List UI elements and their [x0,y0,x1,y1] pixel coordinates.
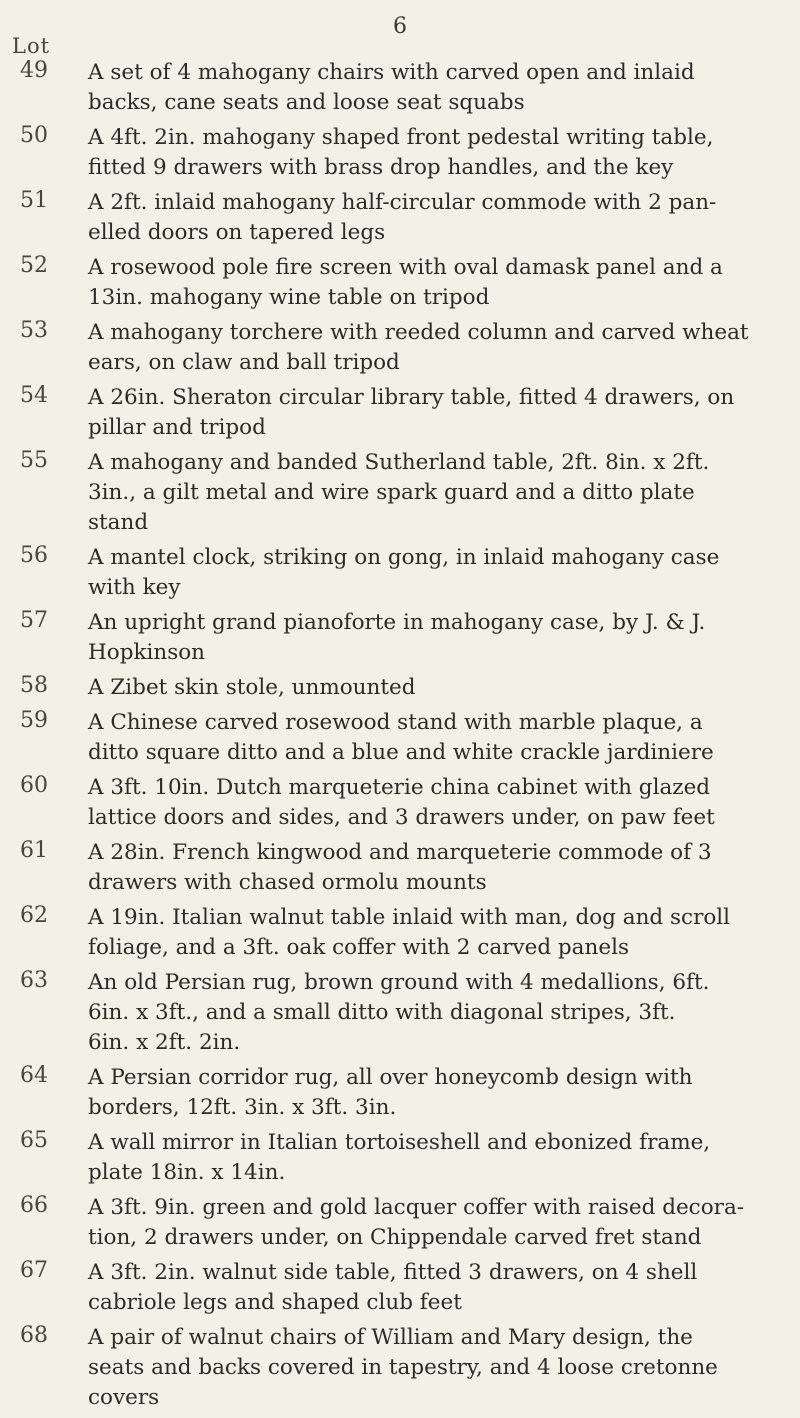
lot-description-line: An upright grand pianoforte in mahogany case, by J. & J. [88,610,706,635]
lot-description-line: lattice doors and sides, and 3 drawers under, on paw feet [88,805,715,830]
lot-description [88,1258,698,1318]
lot-number: 54 [20,383,48,408]
lot-description-line: A pair of walnut chairs of William and Mary design, the [88,1325,693,1350]
lot-description [88,1063,693,1123]
lot-description [88,188,717,248]
lot-entry [0,58,800,118]
lot-entry [0,838,800,898]
lot-description [88,673,653,703]
lot-number: 63 [20,968,48,993]
lot-description-line: An old Persian rug, brown ground with 4 medallions, 6ft. [88,970,710,995]
lot-description-line: 13in. mahogany wine table on tripod [88,285,490,310]
lot-description-line: stand [88,510,149,535]
lot-number: 61 [20,838,48,863]
lot-description [88,543,720,603]
lot-number: 67 [20,1258,48,1283]
lot-entry [0,773,800,833]
page-number: 6 [393,14,407,39]
lot-description-line: A Persian corridor rug, all over honeycomb design with [88,1065,693,1090]
lot-description-line: with key [88,575,181,600]
lot-description-line: A Zibet skin stole, unmounted [88,675,416,700]
lot-description-line: 6in. x 3ft., and a small ditto with diagonal stripes, 3ft. [88,1000,676,1025]
lot-entry [0,608,800,668]
lot-entry [0,1063,800,1123]
lot-number: 58 [20,673,48,698]
lot-entry [0,708,800,768]
lot-number: 60 [20,773,48,798]
lot-number: 51 [20,188,48,213]
lot-description-line: covers [88,1385,160,1410]
lot-number: 50 [20,123,48,148]
lot-description-line: ditto square ditto and a blue and white crackle jardiniere [88,740,714,765]
lot-number: 68 [20,1323,48,1348]
lot-description-line: foliage, and a 3ft. oak coffer with 2 carved panels [88,935,629,960]
lot-entry [0,1258,800,1318]
lot-entry [0,448,800,538]
lot-description [88,123,714,183]
lot-description-line: A 4ft. 2in. mahogany shaped front pedestal writing table, [88,125,714,150]
lot-entry [0,903,800,963]
lot-description [88,318,749,378]
lot-description-line: A wall mirror in Italian tortoiseshell and ebonized frame, [88,1130,711,1155]
lot-description-line: A 2ft. inlaid mahogany half-circular commode with 2 pan- [88,190,717,215]
lot-description [88,1193,745,1253]
lot-description-line: A 3ft. 10in. Dutch marqueterie china cabinet with glazed [88,775,711,800]
lot-description-line: borders, 12ft. 3in. x 3ft. 3in. [88,1095,397,1120]
lot-description-line: drawers with chased ormolu mounts [88,870,487,895]
lot-description [88,253,723,313]
lot-description-line: A rosewood pole fire screen with oval damask panel and a [88,255,723,280]
lot-description [88,1128,711,1188]
lot-list [0,58,800,1418]
lot-entry [0,383,800,443]
lot-description [88,58,695,118]
lot-description-line: fitted 9 drawers with brass drop handles, and the key [88,155,674,180]
lot-entry [0,123,800,183]
lot-number: 56 [20,543,48,568]
lot-entry [0,253,800,313]
lot-description [88,1323,718,1413]
lot-description-line: A mahogany torchere with reeded column and carved wheat [88,320,749,345]
lot-description [88,903,731,963]
lot-description-line: seats and backs covered in tapestry, and 4 loose cretonne [88,1355,718,1380]
lot-description-line: A Chinese carved rosewood stand with marble plaque, a [88,710,703,735]
lot-description-line: cabriole legs and shaped club feet [88,1290,462,1315]
lot-entry [0,543,800,603]
lot-number: 64 [20,1063,48,1088]
lot-description-line: A mahogany and banded Sutherland table, 2ft. 8in. x 2ft. [88,450,710,475]
lot-description-line: plate 18in. x 14in. [88,1160,286,1185]
lot-description-line: A mantel clock, striking on gong, in inlaid mahogany case [88,545,720,570]
lot-entry [0,1128,800,1188]
lot-number: 52 [20,253,48,278]
lot-description-line: A 19in. Italian walnut table inlaid with man, dog and scroll [88,905,731,930]
lot-description [88,838,712,898]
lot-entry [0,318,800,378]
lot-entry [0,188,800,248]
lot-description [88,968,710,1058]
lot-number: 57 [20,608,48,633]
lot-description-line: A 26in. Sheraton circular library table, fitted 4 drawers, on [88,385,735,410]
lot-column-header: Lot [12,34,51,58]
lot-description-line: 3in., a gilt metal and wire spark guard and a ditto plate [88,480,695,505]
lot-entry [0,968,800,1058]
lot-entry [0,1193,800,1253]
lot-description-line: A 3ft. 2in. walnut side table, fitted 3 drawers, on 4 shell [88,1260,698,1285]
lot-description [88,383,735,443]
lot-number: 53 [20,318,48,343]
lot-description-line: backs, cane seats and loose seat squabs [88,90,525,115]
lot-description-line: ears, on claw and ball tripod [88,350,400,375]
lot-description-line: A 3ft. 9in. green and gold lacquer coffer with raised decora- [88,1195,745,1220]
lot-description-line: A set of 4 mahogany chairs with carved open and inlaid [88,60,695,85]
lot-entry [0,1323,800,1413]
lot-description-line: 6in. x 2ft. 2in. [88,1030,241,1055]
lot-number: 59 [20,708,48,733]
lot-description [88,608,706,668]
lot-number: 55 [20,448,48,473]
lot-description-line: A 28in. French kingwood and marqueterie commode of 3 [88,840,712,865]
lot-number: 49 [20,58,48,83]
lot-description-line: Hopkinson [88,640,206,665]
lot-description [88,448,710,538]
lot-number: 62 [20,903,48,928]
lot-description-line: pillar and tripod [88,415,266,440]
lot-entry [0,673,800,703]
lot-description-line: tion, 2 drawers under, on Chippendale carved fret stand [88,1225,702,1250]
lot-description [88,773,715,833]
lot-description [88,708,714,768]
lot-description-line: elled doors on tapered legs [88,220,386,245]
lot-number: 66 [20,1193,48,1218]
lot-number: 65 [20,1128,48,1153]
